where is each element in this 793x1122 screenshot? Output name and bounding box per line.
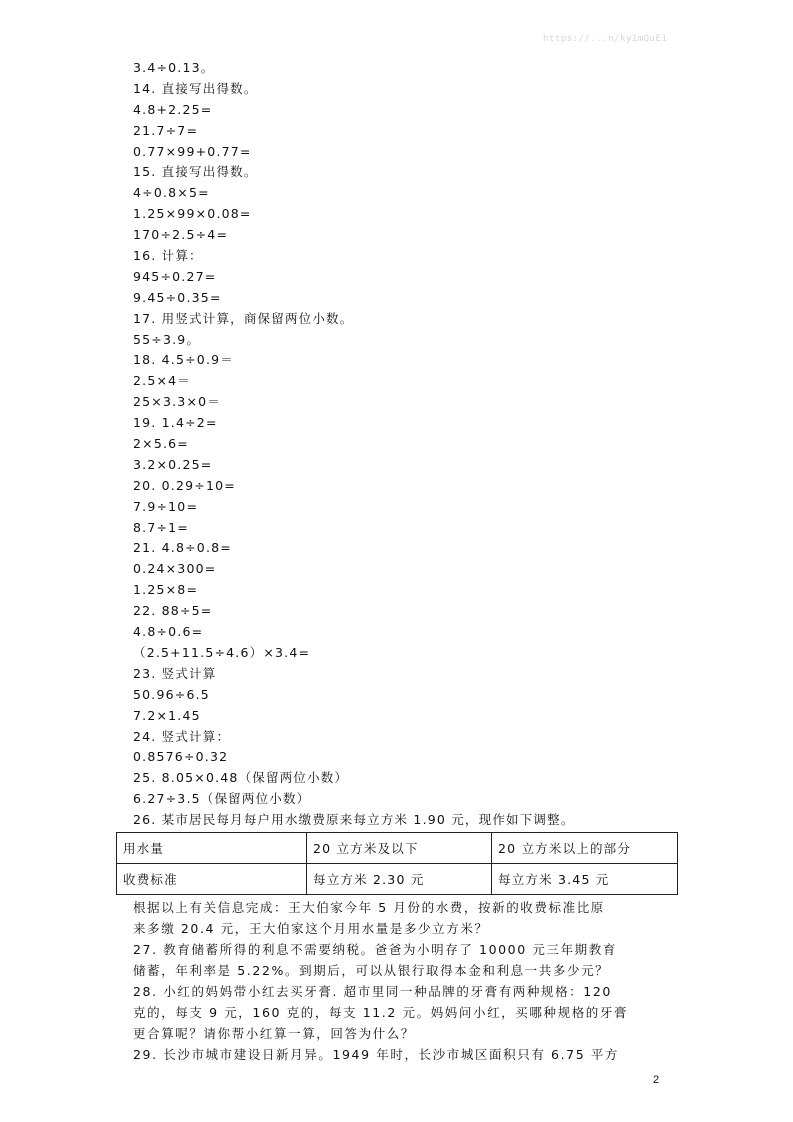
text-line: 9.45÷0.35= <box>133 289 222 305</box>
text-line: 3.4÷0.13。 <box>133 60 215 75</box>
text-line: 6.27÷3.5（保留两位小数） <box>133 791 311 807</box>
text-line: 更合算呢？请你帮小红算一算，回答为什么？ <box>133 1025 416 1041</box>
text-line: 20. 0.29÷10= <box>133 477 236 493</box>
text-line: 25. 8.05×0.48（保留两位小数） <box>133 770 349 786</box>
text-line: 15. 直接写出得数。 <box>133 164 258 180</box>
text-line: 25×3.3×0＝ <box>133 394 221 410</box>
text-line: 21. 4.8÷0.8= <box>133 540 232 556</box>
text-line: 3.2×0.25= <box>133 456 213 472</box>
text-line: 29. 长沙市城市建设日新月异。1949 年时，长沙市城区面积只有 6.75 平方 <box>133 1046 620 1062</box>
text-line: 26. 某市居民每月每户用水缴费原来每立方米 1.90 元，现作如下调整。 <box>133 812 575 828</box>
text-line: 2×5.6= <box>133 436 189 452</box>
text-line: 18. 4.5÷0.9＝ <box>133 352 234 368</box>
text-line: 储蓄，年利率是 5.22%。到期后，可以从银行取得本金和利息一共多少元？ <box>133 962 610 978</box>
table-cell: 每立方米 2.30 元 <box>307 863 492 894</box>
table-cell: 用水量 <box>117 832 307 863</box>
text-line: 7.9÷10= <box>133 498 199 514</box>
text-line: 4.8÷0.6= <box>133 624 204 640</box>
page-number: 2 <box>653 1074 660 1086</box>
text-line: 4.8+2.25= <box>133 101 213 117</box>
text-line: 0.8576÷0.32 <box>133 749 229 765</box>
table-cell: 20 立方米以上的部分 <box>492 832 678 863</box>
watermark-url: https://...n/ky1mQuE1 <box>543 34 668 44</box>
text-line: 8.7÷1= <box>133 519 189 535</box>
text-line: 7.2×1.45 <box>133 707 201 723</box>
text-line: 19. 1.4÷2= <box>133 415 218 431</box>
text-line: 24. 竖式计算： <box>133 728 231 744</box>
text-line: 2.5×4＝ <box>133 373 192 389</box>
table-row <box>117 832 678 863</box>
text-line: 0.24×300= <box>133 561 217 577</box>
text-line: 17. 用竖式计算，商保留两位小数。 <box>133 310 354 326</box>
text-line: 50.96÷6.5 <box>133 686 210 702</box>
text-line: 克的，每支 9 元，160 克的，每支 11.2 元。妈妈问小红，买哪种规格的牙膏 <box>133 1004 629 1020</box>
text-line: 来多缴 20.4 元，王大伯家这个月用水量是多少立方米？ <box>133 920 489 936</box>
text-line: 14. 直接写出得数。 <box>133 80 258 96</box>
word-problems <box>133 897 693 1065</box>
text-line: 1.25×8= <box>133 582 199 598</box>
text-line: 28. 小红的妈妈带小红去买牙膏. 超市里同一种品牌的牙膏有两种规格：120 <box>133 983 612 999</box>
text-line: 22. 88÷5= <box>133 603 213 619</box>
table-row <box>117 863 678 894</box>
table-cell: 收费标准 <box>117 863 307 894</box>
water-fee-table <box>116 832 678 895</box>
text-line: 27. 教育储蓄所得的利息不需要纳税。爸爸为小明存了 10000 元三年期教育 <box>133 941 617 957</box>
text-line: 根据以上有关信息完成：王大伯家今年 5 月份的水费，按新的收费标准比原 <box>133 899 605 915</box>
document-body <box>123 58 693 1065</box>
text-line: 170÷2.5÷4= <box>133 227 229 243</box>
text-line: 21.7÷7= <box>133 122 199 138</box>
text-line: 1.25×99×0.08= <box>133 206 252 222</box>
text-line: 55÷3.9。 <box>133 331 201 347</box>
table-cell: 每立方米 3.45 元 <box>492 863 678 894</box>
table-cell: 20 立方米及以下 <box>307 832 492 863</box>
text-line: 23. 竖式计算 <box>133 665 217 681</box>
text-line: （2.5+11.5÷4.6）×3.4= <box>133 644 311 660</box>
text-line: 0.77×99+0.77= <box>133 143 252 159</box>
exercise-lines <box>133 58 693 831</box>
text-line: 16. 计算： <box>133 248 203 264</box>
text-line: 945÷0.27= <box>133 268 217 284</box>
text-line: 4÷0.8×5= <box>133 185 210 201</box>
